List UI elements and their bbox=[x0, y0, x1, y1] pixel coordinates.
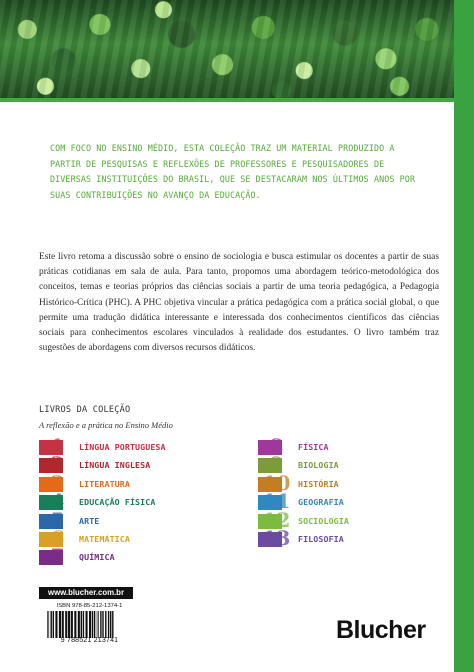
barcode-bar bbox=[110, 611, 111, 638]
book-description: Este livro retoma a discussão sobre o ensino de sociologia e busca estimular os docentes a partir de suas práticas cotidianas em sala de aula. Para tanto, propomos uma abordagem teórico-metodológica dos conceitos, temas e teorias próprios das ciências sociais a partir de uma teoria pedagógica, a Pedagogia Histórico-Crítica (PHC). A PHC objetiva vincular a prática pedagógica com a prática social global, o que permite uma tradução didática interessante e interessada dos conhecimentos científicos das ciências sociais para conhecimentos escolares vinculados à realidade dos estudantes. O livro também traz sugestões de abordagens com diversos recursos didáticos. bbox=[39, 252, 439, 354]
barcode-bar bbox=[89, 611, 91, 638]
barcode-bar bbox=[53, 611, 54, 638]
book-title: LÍNGUA PORTUGUESA bbox=[79, 442, 166, 452]
barcode-bar bbox=[108, 611, 109, 638]
book-list-right bbox=[258, 434, 458, 550]
book-item bbox=[258, 525, 458, 550]
book-number: 10 bbox=[262, 470, 291, 495]
book-number: 8 bbox=[269, 434, 284, 458]
barcode bbox=[39, 603, 140, 646]
barcode-bar bbox=[92, 611, 93, 638]
isbn-label: ISBN 978-85-212-1374-1 bbox=[56, 603, 123, 609]
barcode-bar bbox=[68, 611, 70, 638]
book-title: LÍNGUA INGLESA bbox=[79, 460, 151, 471]
cover-photo-strip bbox=[0, 0, 454, 98]
barcode-bar bbox=[51, 611, 52, 638]
barcode-bar bbox=[55, 611, 57, 638]
book-title: MATEMÁTICA bbox=[79, 533, 130, 544]
side-color-band bbox=[454, 0, 474, 672]
barcode-bar bbox=[102, 611, 103, 638]
book-title: LITERATURA bbox=[79, 478, 130, 489]
barcode-bar bbox=[62, 611, 64, 638]
publisher-website: www.blucher.com.br bbox=[39, 587, 133, 599]
book-number: 4 bbox=[50, 489, 65, 514]
book-title: HISTÓRIA bbox=[298, 478, 339, 489]
book-number: 2 bbox=[50, 452, 65, 477]
green-divider bbox=[0, 98, 454, 102]
barcode-bars bbox=[47, 611, 136, 638]
book-number: 9 bbox=[269, 452, 284, 477]
barcode-bar bbox=[71, 611, 73, 638]
series-intro-text: COM FOCO NO ENSINO MÉDIO, ESTA COLEÇÃO TRAZ UM MATERIAL PRODUZIDO A PARTIR DE PESQUISAS E REFLEXÕES DE PROFESSORES E PESQUISADORES DE DIVERSAS INSTITUIÇÕES DO BRASIL, QUE SE DESTACARAM NOS ÚLTIMOS ANOS POR SUAS CONTRIBUIÇÕES NO AVANÇO DA EDUCAÇÃO. bbox=[50, 143, 416, 200]
book-title: GEOGRAFIA bbox=[298, 497, 344, 508]
barcode-bar bbox=[48, 611, 49, 638]
barcode-bar bbox=[47, 611, 48, 638]
book-list-left bbox=[39, 434, 239, 569]
book-number: 12 bbox=[262, 507, 291, 532]
book-title: ARTE bbox=[79, 515, 100, 526]
book-item bbox=[39, 544, 239, 569]
book-number: 5 bbox=[50, 507, 65, 532]
book-number: 3 bbox=[50, 470, 65, 495]
barcode-bar bbox=[105, 611, 106, 638]
barcode-bar bbox=[74, 611, 76, 638]
book-number: 1 bbox=[50, 434, 65, 458]
barcode-bar bbox=[98, 611, 99, 638]
book-number: 11 bbox=[262, 489, 291, 514]
barcode-bar bbox=[97, 611, 98, 638]
barcode-bar bbox=[112, 611, 113, 638]
barcode-bar bbox=[78, 611, 80, 638]
publisher-logo: Blucher bbox=[336, 616, 426, 644]
barcode-bar bbox=[94, 611, 95, 638]
book-title: QUÍMICA bbox=[79, 552, 115, 563]
barcode-bar bbox=[65, 611, 67, 638]
book-title: EDUCAÇÃO FÍSICA bbox=[79, 497, 156, 508]
barcode-bar bbox=[83, 611, 84, 638]
book-number: 6 bbox=[50, 525, 65, 550]
barcode-bar bbox=[86, 611, 88, 638]
book-title: BIOLOGIA bbox=[298, 460, 339, 471]
isbn-number: 9 788521 213741 bbox=[60, 637, 119, 644]
book-title: FÍSICA bbox=[298, 442, 329, 452]
barcode-bar bbox=[59, 611, 61, 638]
series-subtitle: A reflexão e a prática no Ensino Médio bbox=[39, 420, 173, 430]
book-title: SOCIOLOGIA bbox=[298, 515, 349, 526]
book-number: 13 bbox=[262, 525, 291, 550]
series-title: LIVROS DA COLEÇÃO bbox=[39, 405, 131, 415]
barcode-bar bbox=[100, 611, 101, 638]
book-number: 7 bbox=[50, 544, 65, 569]
barcode-bar bbox=[81, 611, 82, 638]
book-title: FILOSOFIA bbox=[298, 533, 344, 544]
